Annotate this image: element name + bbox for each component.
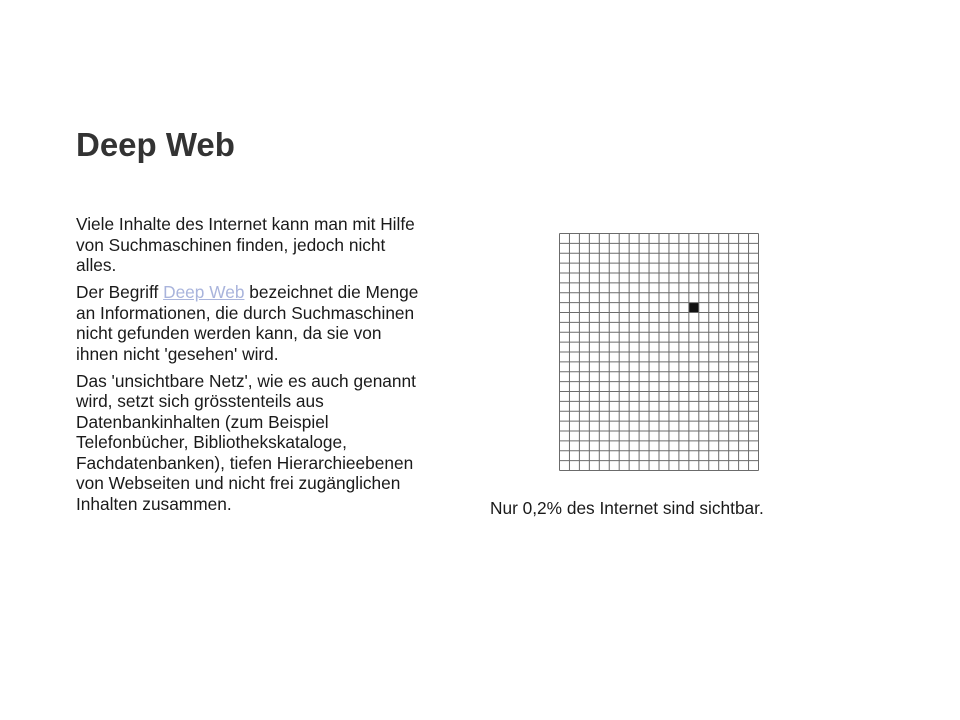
deep-web-link[interactable]: Deep Web <box>163 282 245 302</box>
definition-text-after: bezeichnet die Menge an Informationen, die durch Suchmaschinen nicht gefunden werden kann, da sie von ihnen nicht 'gesehen' wird. <box>76 282 419 364</box>
visibility-grid <box>559 233 759 471</box>
paragraph-intro: Viele Inhalte des Internet kann man mit Hilfe von Suchmaschinen finden, jedoch nicht alles. <box>76 214 415 275</box>
definition-text-before: Der Begriff <box>76 282 164 302</box>
visibility-grid-figure <box>559 233 759 471</box>
slide-title: Deep Web <box>76 126 235 163</box>
paragraph-composition: Das 'unsichtbare Netz', wie es auch genannt wird, setzt sich grösstenteils aus Datenbankinhalten (zum Beispiel Telefonbücher, Bibliothekskataloge, Fachdatenbanken), tiefen Hierarchieebenen von Webseiten und nicht frei zugänglichen Inhalten zusammen. <box>76 370 416 514</box>
visible-portion-cell <box>689 303 699 313</box>
body-text <box>76 214 421 521</box>
figure-caption: Nur 0,2% des Internet sind sichtbar. <box>490 498 764 518</box>
paragraph-definition <box>76 282 421 364</box>
